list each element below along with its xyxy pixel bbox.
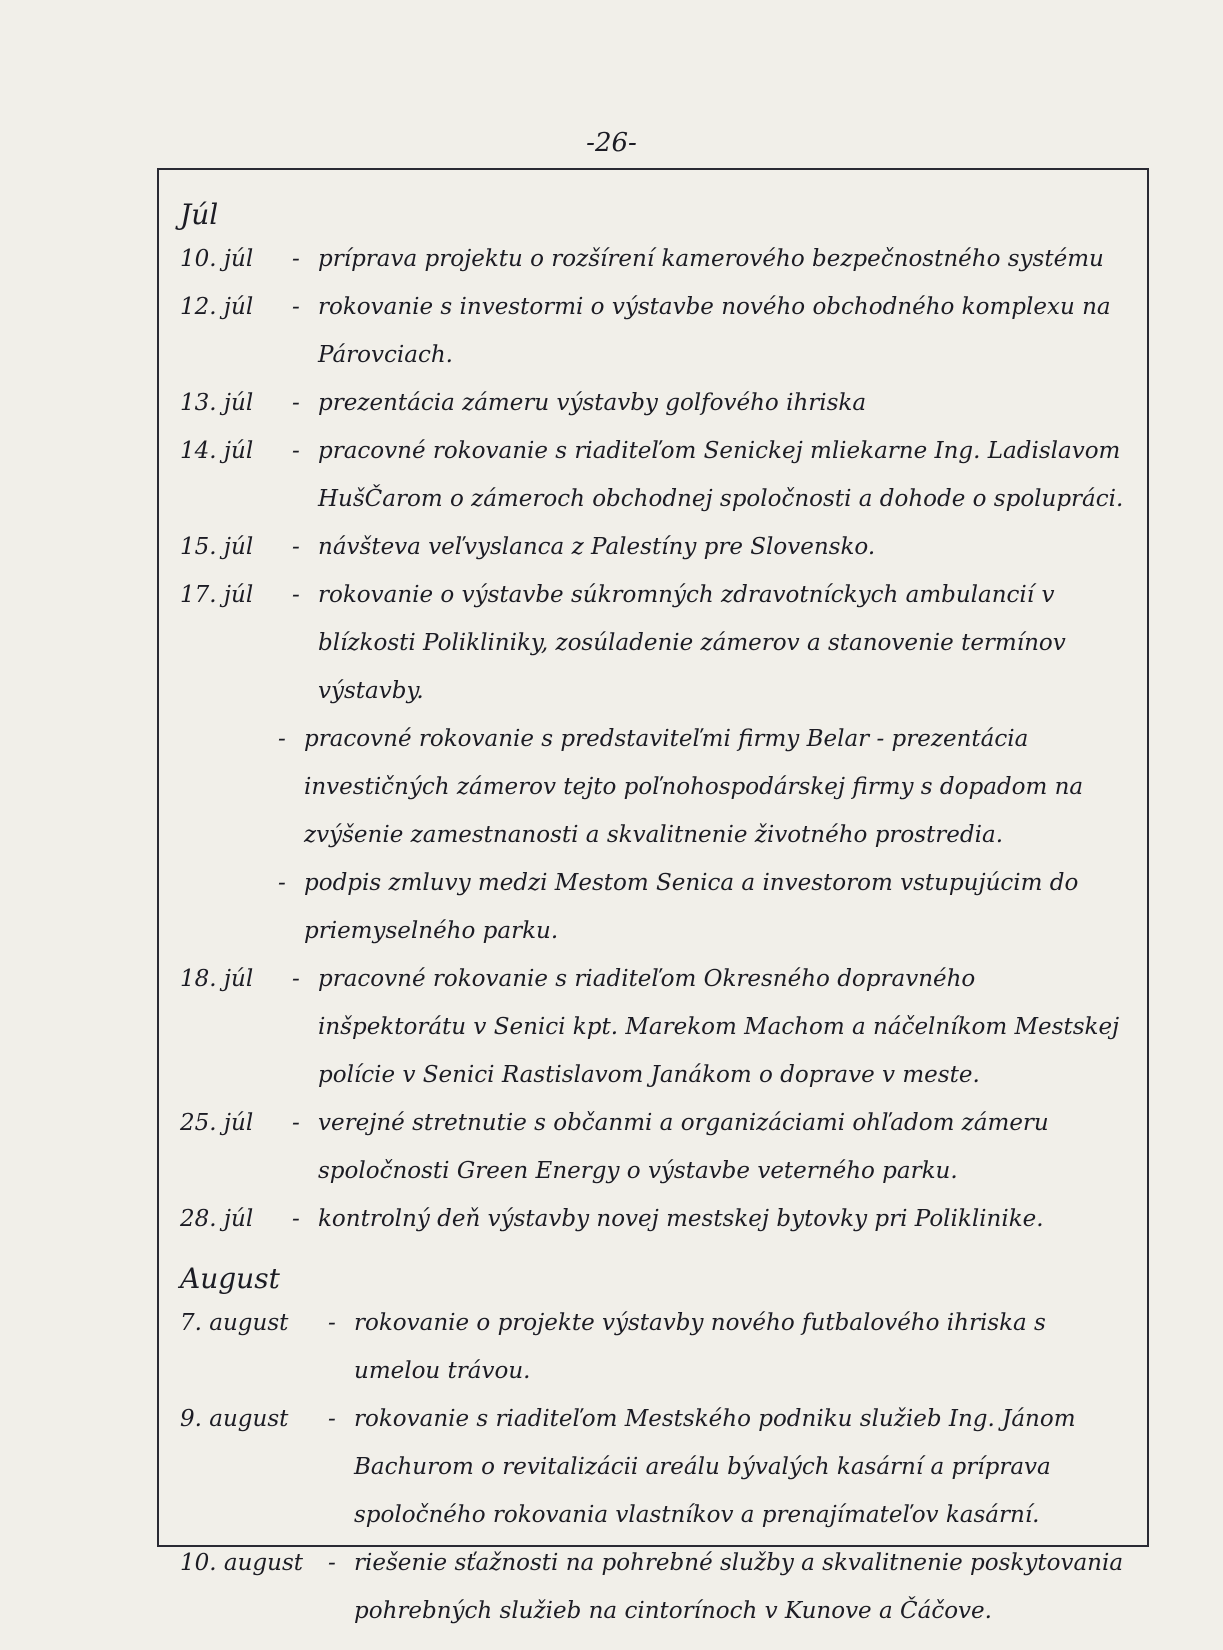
entry-body bbox=[292, 235, 1130, 283]
diary-entry bbox=[180, 1539, 1130, 1635]
dash-marker: - bbox=[328, 1406, 336, 1432]
diary-entry bbox=[180, 1099, 1130, 1195]
entry-item bbox=[328, 1395, 1130, 1539]
diary-entry bbox=[180, 283, 1130, 379]
entry-item bbox=[292, 379, 1130, 427]
entry-text: rokovanie s investormi o výstavbe nového obchodného komplexu na Párovciach. bbox=[318, 294, 1111, 368]
entry-date: 14. júl bbox=[180, 438, 254, 464]
entry-body bbox=[292, 427, 1130, 523]
dash-marker: - bbox=[292, 582, 300, 608]
dash-marker: - bbox=[328, 1310, 336, 1336]
entry-text: pracovné rokovanie s riaditeľom Okresného dopravného inšpektorátu v Senici kpt. Marekom Machom a náčelníkom Mestskej polície v Senici Rastislavom Janákom o doprave v meste. bbox=[318, 966, 1120, 1088]
diary-entry bbox=[180, 1299, 1130, 1395]
entry-date: 10. júl bbox=[180, 246, 254, 272]
entry-date: 17. júl bbox=[180, 582, 254, 608]
entry-body bbox=[328, 1539, 1130, 1635]
entry-body bbox=[278, 571, 1130, 955]
entry-body bbox=[292, 1195, 1130, 1243]
dash-marker: - bbox=[328, 1550, 336, 1576]
entry-text: príprava projektu o rozšírení kamerového bezpečnostného systému bbox=[318, 246, 1104, 272]
entry-body bbox=[328, 1395, 1130, 1539]
dash-marker: - bbox=[292, 966, 300, 992]
month-heading: Júl bbox=[180, 198, 219, 231]
entry-item bbox=[292, 235, 1130, 283]
dash-marker: - bbox=[292, 534, 300, 560]
entry-date: 18. júl bbox=[180, 966, 254, 992]
dash-marker: - bbox=[278, 870, 286, 896]
entry-date: 15. júl bbox=[180, 534, 254, 560]
entry-body bbox=[292, 379, 1130, 427]
dash-marker: - bbox=[292, 294, 300, 320]
entry-item bbox=[292, 427, 1130, 523]
page-number: -26- bbox=[586, 128, 637, 158]
entry-item bbox=[292, 283, 1130, 379]
entry-item bbox=[278, 715, 1130, 859]
entry-text: rokovanie o projekte výstavby nového futbalového ihriska s umelou trávou. bbox=[354, 1310, 1046, 1384]
entry-item bbox=[328, 1299, 1130, 1395]
entry-date: 10. august bbox=[180, 1550, 303, 1576]
entry-body bbox=[292, 955, 1130, 1099]
entry-item bbox=[292, 523, 1130, 571]
diary-entry bbox=[180, 427, 1130, 523]
dash-marker: - bbox=[292, 390, 300, 416]
entry-body bbox=[292, 283, 1130, 379]
entry-text: pracovné rokovanie s predstaviteľmi firmy Belar - prezentácia investičných zámerov tejto poľnohospodárskej firmy s dopadom na zvýšenie zamestnanosti a skvalitnenie životného prostredia. bbox=[304, 726, 1084, 848]
entry-text: riešenie sťažnosti na pohrebné služby a skvalitnenie poskytovania pohrebných služieb na cintorínoch v Kunove a Čáčove. bbox=[354, 1550, 1124, 1624]
entry-date: 28. júl bbox=[180, 1206, 254, 1232]
entry-date: 9. august bbox=[180, 1406, 289, 1432]
entry-text: rokovanie s riaditeľom Mestského podniku služieb Ing. Jánom Bachurom o revitalizácii areálu bývalých kasární a príprava spoločného rokovania vlastníkov a prenajímateľov kasární. bbox=[354, 1406, 1076, 1528]
diary-entry bbox=[180, 1195, 1130, 1243]
diary-entry bbox=[180, 235, 1130, 283]
entry-date: 7. august bbox=[180, 1310, 289, 1336]
diary-entry bbox=[180, 523, 1130, 571]
entry-body bbox=[292, 1099, 1130, 1195]
months-list bbox=[180, 195, 1130, 1635]
entry-text: podpis zmluvy medzi Mestom Senica a investorom vstupujúcim do priemyselného parku. bbox=[304, 870, 1079, 944]
entry-body bbox=[292, 523, 1130, 571]
dash-marker: - bbox=[292, 246, 300, 272]
entry-text: kontrolný deň výstavby novej mestskej bytovky pri Poliklinike. bbox=[318, 1206, 1044, 1232]
month-heading: August bbox=[180, 1262, 280, 1295]
diary-entry bbox=[180, 379, 1130, 427]
section-gap bbox=[180, 1243, 1130, 1259]
dash-marker: - bbox=[278, 726, 286, 752]
entry-item bbox=[328, 1539, 1130, 1635]
entry-date: 12. júl bbox=[180, 294, 254, 320]
diary-entry bbox=[180, 1395, 1130, 1539]
entry-text: prezentácia zámeru výstavby golfového ihriska bbox=[318, 390, 867, 416]
entry-item bbox=[292, 1099, 1130, 1195]
entry-item bbox=[292, 955, 1130, 1099]
diary-entry bbox=[180, 571, 1130, 955]
document-body bbox=[180, 195, 1130, 1635]
diary-entry bbox=[180, 955, 1130, 1099]
entry-date: 13. júl bbox=[180, 390, 254, 416]
entry-item bbox=[292, 571, 1130, 715]
entry-item bbox=[292, 1195, 1130, 1243]
entry-text: rokovanie o výstavbe súkromných zdravotníckych ambulancií v blízkosti Polikliniky, zosúladenie zámerov a stanovenie termínov výstavby. bbox=[318, 582, 1066, 704]
dash-marker: - bbox=[292, 438, 300, 464]
entry-date: 25. júl bbox=[180, 1110, 254, 1136]
dash-marker: - bbox=[292, 1206, 300, 1232]
dash-marker: - bbox=[292, 1110, 300, 1136]
entry-body bbox=[328, 1299, 1130, 1395]
entry-text: pracovné rokovanie s riaditeľom Senickej mliekarne Ing. Ladislavom HušČarom o zámeroch obchodnej spoločnosti a dohode o spolupráci. bbox=[318, 438, 1124, 512]
entry-text: verejné stretnutie s občanmi a organizáciami ohľadom zámeru spoločnosti Green Energy o výstavbe veterného parku. bbox=[318, 1110, 1049, 1184]
entry-item bbox=[278, 859, 1130, 955]
entry-text: návšteva veľvyslanca z Palestíny pre Slovensko. bbox=[318, 534, 876, 560]
